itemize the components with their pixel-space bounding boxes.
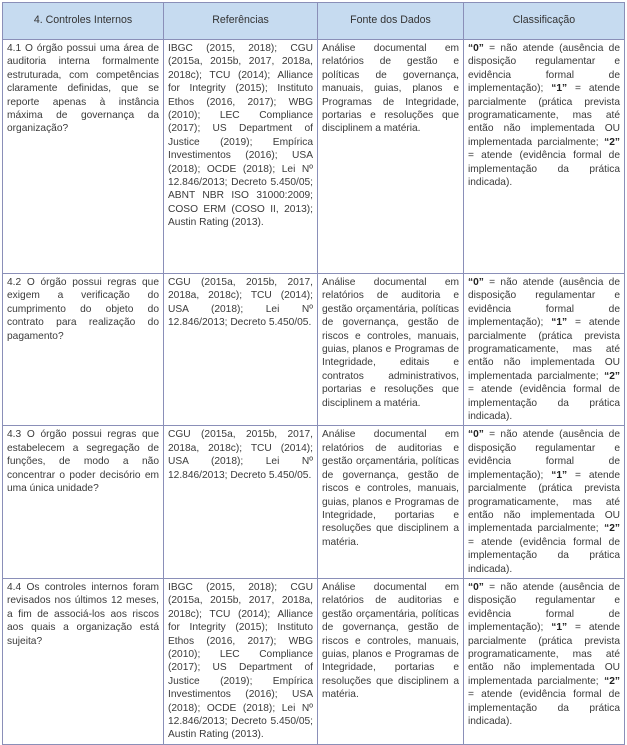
score-2-text: = atende (evidência formal de implementação da prática indicada).: [468, 536, 620, 575]
question-cell: 4.3 O órgão possui regras que estabelecem a segregação de funções, de modo a não concentrar o poder decisório em uma única unidade?: [3, 426, 164, 578]
references-cell: IBGC (2015, 2018); CGU (2015a, 2015b, 2017, 2018a, 2018c); TCU (2014); Alliance for Integrity (2015); Instituto Ethos (2016, 2017); WBG (2010); LEC Compliance (2017); US Department of Justice (2019); Empírica Investimentos (2016); USA (2018); OCDE (2018); Lei Nº 12.846/2013; Decreto 5.450/05; ABNT NBR ISO 31000:2009; COSO ERM (COSO II, 2013); Austin Rating (2013).: [164, 40, 318, 274]
score-1-key: “1”: [551, 317, 568, 329]
table-row: [3, 426, 625, 578]
score-2-key: “2”: [604, 136, 620, 148]
source-cell: Análise documental em relatórios de auditorias e gestão orçamentária, políticas de governança, gestão de riscos e controles, manuais, guias, planos e Programas de Integridade, portarias e resoluções que disciplinem a matéria.: [318, 578, 464, 744]
score-0-text: = não atende (ausência de disposição regulamentar e evidência formal de implementação);: [468, 43, 620, 95]
score-2-text: = atende (evidência formal de implementação da prática indicada).: [468, 384, 620, 423]
question-cell: 4.4 Os controles internos foram revisados nos últimos 12 meses, a fim de associá-los aos riscos aos quais a organização está sujeita?: [3, 578, 164, 744]
score-1-key: “1”: [551, 83, 568, 95]
score-0-key: “0”: [468, 277, 484, 288]
score-1-text: = atende parcialmente (prática prevista programaticamente, mas até então não implementada OU implementada parcialmente;: [468, 83, 620, 148]
source-cell: Análise documental em relatórios de gestão e políticas de governança, manuais, guias, planos e Programas de Integridade, portarias e resoluções que disciplinem a matéria.: [318, 40, 464, 274]
header-classificacao: Classificação: [464, 3, 625, 40]
score-1-text: = atende parcialmente (prática prevista programaticamente, mas até então não implementada OU implementada parcialmente;: [468, 622, 620, 687]
score-2-text: = atende (evidência formal de implementação da prática indicada).: [468, 689, 620, 727]
score-2-key: “2”: [604, 523, 620, 535]
classification-cell: [464, 274, 625, 426]
header-referencias: Referências: [164, 3, 318, 40]
references-cell: IBGC (2015, 2018); CGU (2015a, 2015b, 2017, 2018a, 2018c); TCU (2014); Alliance for Integrity (2015); Instituto Ethos (2016, 2017); WBG (2010); LEC Compliance (2017); US Department of Justice (2019); Empírica Investimentos (2016); USA (2018); OCDE (2018); Lei Nº 12.846/2013; Decreto 5.450/05; Austin Rating (2013).: [164, 578, 318, 744]
source-cell: Análise documental em relatórios de auditorias e gestão orçamentária, políticas de governança, gestão de riscos e controles, manuais, guias, planos e Programas de Integridade, portarias e resoluções que disciplinem a matéria.: [318, 426, 464, 578]
header-row: [3, 3, 625, 40]
score-0-key: “0”: [468, 429, 484, 441]
classification-cell: [464, 40, 625, 274]
table-row: [3, 40, 625, 274]
score-1-text: = atende parcialmente (prática prevista programaticamente, mas até então não implementada OU implementada parcialmente;: [468, 469, 620, 535]
score-0-text: = não atende (ausência de disposição regulamentar e evidência formal de implementação);: [468, 581, 620, 634]
table-row: [3, 578, 625, 744]
references-cell: CGU (2015a, 2015b, 2017, 2018a, 2018c); TCU (2014); USA (2018); Lei Nº 12.846/2013; Decreto 5.450/05.: [164, 274, 318, 426]
score-1-text: = atende parcialmente (prática prevista programaticamente, mas até então não implementada OU implementada parcialmente;: [468, 317, 620, 382]
score-2-key: “2”: [604, 675, 620, 687]
question-cell: 4.1 O órgão possui uma área de auditoria interna formalmente estruturada, com competências claramente definidas, que se reporte apenas à instância máxima de governança da organização?: [3, 40, 164, 274]
header-controles-internos: 4. Controles Internos: [3, 3, 164, 40]
score-2-key: “2”: [604, 370, 620, 382]
classification-cell: [464, 426, 625, 578]
references-cell: CGU (2015a, 2015b, 2017, 2018a, 2018c); TCU (2014); USA (2018); Lei Nº 12.846/2013; Decreto 5.450/05.: [164, 426, 318, 578]
score-1-key: “1”: [551, 622, 568, 634]
score-0-key: “0”: [468, 43, 484, 54]
question-cell: 4.2 O órgão possui regras que exigem a verificação do cumprimento do objeto do contrato para realização do pagamento?: [3, 274, 164, 426]
classification-cell: [464, 578, 625, 744]
score-1-key: “1”: [551, 469, 568, 481]
source-cell: Análise documental em relatórios de auditoria e gestão orçamentária, políticas de governança, gestão de riscos e controles, manuais, guias, planos e Programas de Integridade, editais e contratos administrativos, portarias e resoluções que disciplinem a matéria.: [318, 274, 464, 426]
score-0-text: = não atende (ausência de disposição regulamentar e evidência formal de implementação);: [468, 429, 620, 481]
internal-controls-table: [2, 2, 625, 745]
score-2-text: = atende (evidência formal de implementação da prática indicada).: [468, 150, 620, 189]
score-0-key: “0”: [468, 581, 484, 593]
header-fonte-dos-dados: Fonte dos Dados: [318, 3, 464, 40]
table-row: [3, 274, 625, 426]
score-0-text: = não atende (ausência de disposição regulamentar e evidência formal de implementação);: [468, 277, 620, 329]
